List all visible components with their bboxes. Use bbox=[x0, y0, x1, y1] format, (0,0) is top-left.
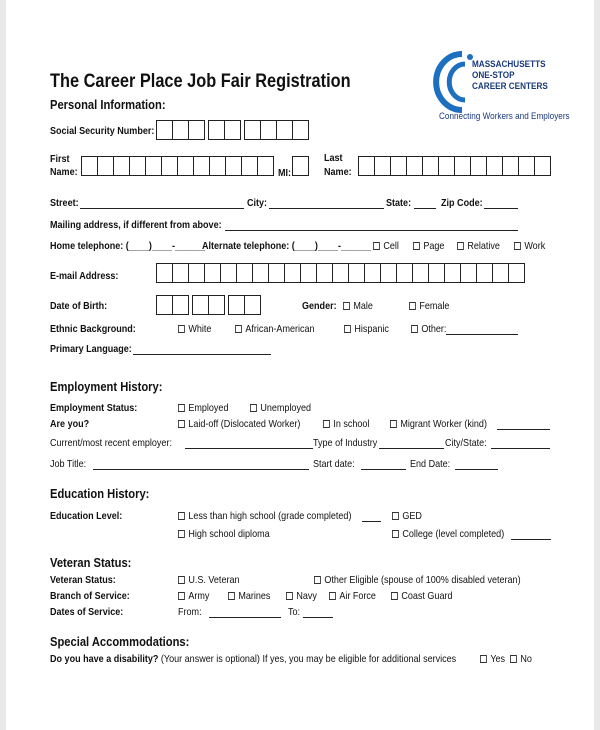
logo-tagline: Connecting Workers and Employers bbox=[439, 111, 570, 122]
ethnic-african-american[interactable] bbox=[235, 323, 315, 335]
gender-female[interactable] bbox=[409, 300, 449, 312]
special-heading: Special Accommodations: bbox=[50, 634, 190, 649]
checkbox-icon bbox=[391, 592, 398, 600]
option-label: Less than high school (grade completed) bbox=[188, 510, 352, 522]
option-label: Cell bbox=[383, 240, 399, 252]
option-label: College (level completed) bbox=[402, 528, 505, 540]
disability-no[interactable] bbox=[510, 653, 532, 665]
option-label: Hispanic bbox=[354, 323, 389, 335]
are-you-in-school[interactable] bbox=[323, 418, 369, 430]
dob-boxes[interactable] bbox=[156, 295, 260, 315]
employment-employed[interactable] bbox=[178, 402, 228, 414]
start-date-label: Start date: bbox=[313, 458, 355, 470]
gender-male[interactable] bbox=[343, 300, 373, 312]
education-ged[interactable] bbox=[392, 510, 422, 522]
option-label: Army bbox=[188, 590, 210, 602]
checkbox-icon bbox=[343, 302, 350, 310]
are-you-label: Are you? bbox=[50, 418, 90, 430]
option-label: Air Force bbox=[339, 590, 376, 602]
end-date-label: End Date: bbox=[410, 458, 451, 470]
employment-status-label: Employment Status: bbox=[50, 402, 138, 414]
zip-label: Zip Code: bbox=[441, 197, 483, 209]
to-label: To: bbox=[288, 606, 301, 618]
industry-input[interactable] bbox=[379, 448, 444, 449]
are-you-migrant[interactable] bbox=[390, 418, 487, 430]
option-label: Navy bbox=[296, 590, 317, 602]
veteran-us[interactable] bbox=[178, 574, 240, 586]
option-label: Unemployed bbox=[260, 402, 312, 414]
employment-unemployed[interactable] bbox=[250, 402, 311, 414]
first-name-label-2: Name: bbox=[50, 166, 78, 178]
option-label: Laid-off (Dislocated Worker) bbox=[188, 418, 301, 430]
option-label: U.S. Veteran bbox=[188, 574, 240, 586]
education-hs-diploma[interactable] bbox=[178, 528, 270, 540]
checkbox-icon bbox=[178, 325, 185, 333]
street-label: Street: bbox=[50, 197, 79, 209]
last-name-label-1: Last bbox=[324, 152, 343, 164]
mi-label: MI: bbox=[278, 167, 292, 179]
state-label: State: bbox=[386, 197, 412, 209]
job-title-label: Job Title: bbox=[50, 458, 87, 470]
disability-question bbox=[50, 653, 456, 665]
migrant-kind-input[interactable] bbox=[497, 429, 550, 430]
are-you-laid-off[interactable] bbox=[178, 418, 300, 430]
option-label: Male bbox=[353, 300, 373, 312]
gender-label: Gender: bbox=[302, 300, 337, 312]
option-label: GED bbox=[402, 510, 422, 522]
ethnic-hispanic[interactable] bbox=[344, 323, 389, 335]
dob-label: Date of Birth: bbox=[50, 300, 108, 312]
street-input[interactable] bbox=[80, 208, 244, 209]
city-state-input[interactable] bbox=[491, 448, 550, 449]
phone-type-cell[interactable] bbox=[373, 240, 399, 252]
last-name-boxes[interactable] bbox=[358, 156, 550, 176]
from-label: From: bbox=[178, 606, 202, 618]
option-label: Marines bbox=[238, 590, 271, 602]
checkbox-icon bbox=[178, 530, 185, 538]
college-level-input[interactable] bbox=[511, 539, 551, 540]
state-input[interactable] bbox=[414, 208, 436, 209]
logo-line-2: ONE-STOP bbox=[472, 70, 515, 81]
branch-coast-guard[interactable] bbox=[391, 590, 453, 602]
checkbox-icon bbox=[329, 592, 336, 600]
option-label: White bbox=[188, 323, 212, 335]
checkbox-icon bbox=[510, 655, 517, 663]
ethnic-label: Ethnic Background: bbox=[50, 323, 136, 335]
checkbox-icon bbox=[178, 592, 185, 600]
ethnic-other[interactable] bbox=[411, 323, 446, 335]
grade-completed-input[interactable] bbox=[362, 521, 381, 522]
option-label: Migrant Worker (kind) bbox=[400, 418, 487, 430]
education-heading: Education History: bbox=[50, 486, 150, 501]
personal-info-heading: Personal Information: bbox=[50, 97, 166, 112]
education-less-than-hs[interactable] bbox=[178, 510, 351, 522]
option-label: Yes bbox=[490, 653, 506, 665]
logo-text bbox=[472, 59, 548, 92]
checkbox-icon bbox=[409, 302, 416, 310]
education-level-label: Education Level: bbox=[50, 510, 123, 522]
checkbox-icon bbox=[373, 242, 380, 250]
checkbox-icon bbox=[392, 530, 399, 538]
option-label: Coast Guard bbox=[401, 590, 453, 602]
checkbox-icon bbox=[178, 576, 185, 584]
option-label: In school bbox=[333, 418, 370, 430]
disability-question-rest: (Your answer is optional) If yes, you may be eligible for additional services bbox=[158, 653, 457, 665]
checkbox-icon bbox=[323, 420, 330, 428]
checkbox-icon bbox=[228, 592, 235, 600]
branch-label: Branch of Service: bbox=[50, 590, 130, 602]
checkbox-icon bbox=[178, 404, 185, 412]
employer-input[interactable] bbox=[185, 448, 313, 449]
language-label: Primary Language: bbox=[50, 343, 132, 355]
mi-box[interactable] bbox=[292, 156, 308, 176]
dates-of-service-label: Dates of Service: bbox=[50, 606, 124, 618]
checkbox-icon bbox=[250, 404, 257, 412]
veteran-status-label: Veteran Status: bbox=[50, 574, 116, 586]
to-input[interactable] bbox=[303, 617, 333, 618]
start-date-input[interactable] bbox=[361, 469, 406, 470]
option-label: Page bbox=[423, 240, 445, 252]
branch-air-force[interactable] bbox=[329, 590, 376, 602]
employment-heading: Employment History: bbox=[50, 379, 163, 394]
logo-line-3: CAREER CENTERS bbox=[472, 81, 548, 92]
ssn-label: Social Security Number: bbox=[50, 125, 155, 137]
branch-army[interactable] bbox=[178, 590, 209, 602]
email-boxes[interactable] bbox=[156, 263, 524, 283]
disability-question-bold: Do you have a disability? bbox=[50, 653, 159, 665]
option-label: Other: bbox=[421, 323, 447, 335]
option-label: Employed bbox=[188, 402, 229, 414]
industry-label: Type of Industry bbox=[313, 437, 378, 449]
phone-type-relative[interactable] bbox=[457, 240, 500, 252]
option-label: No bbox=[520, 653, 532, 665]
city-state-label: City/State: bbox=[445, 437, 487, 449]
checkbox-icon bbox=[178, 420, 185, 428]
zip-input[interactable] bbox=[484, 208, 518, 209]
ethnic-white[interactable] bbox=[178, 323, 211, 335]
job-title-input[interactable] bbox=[93, 469, 309, 470]
form-title: The Career Place Job Fair Registration bbox=[50, 71, 351, 92]
branch-navy[interactable] bbox=[286, 590, 317, 602]
language-input[interactable] bbox=[133, 354, 271, 355]
phone-type-work[interactable] bbox=[514, 240, 545, 252]
disability-yes[interactable] bbox=[480, 653, 505, 665]
from-input[interactable] bbox=[209, 617, 281, 618]
option-label: Work bbox=[524, 240, 546, 252]
end-date-input[interactable] bbox=[455, 469, 498, 470]
alt-phone-label[interactable]: Alternate telephone: (____)____-______ bbox=[202, 240, 372, 252]
checkbox-icon bbox=[514, 242, 521, 250]
last-name-label-2: Name: bbox=[324, 166, 352, 178]
mailing-label: Mailing address, if different from above: bbox=[50, 219, 222, 231]
logo-line-1: MASSACHUSETTS bbox=[472, 59, 546, 70]
checkbox-icon bbox=[411, 325, 418, 333]
checkbox-icon bbox=[480, 655, 487, 663]
mailing-input[interactable] bbox=[225, 230, 518, 231]
ssn-boxes[interactable] bbox=[156, 120, 308, 140]
city-input[interactable] bbox=[269, 208, 384, 209]
checkbox-icon bbox=[392, 512, 399, 520]
option-label: High school diploma bbox=[188, 528, 270, 540]
veteran-heading: Veteran Status: bbox=[50, 555, 132, 570]
checkbox-icon bbox=[178, 512, 185, 520]
option-label: Other Eligible (spouse of 100% disabled veteran) bbox=[324, 574, 521, 586]
branch-marines[interactable] bbox=[228, 590, 270, 602]
veteran-other-eligible[interactable] bbox=[314, 574, 521, 586]
education-college[interactable] bbox=[392, 528, 504, 540]
checkbox-icon bbox=[413, 242, 420, 250]
employer-label: Current/most recent employer: bbox=[50, 437, 172, 449]
email-label: E-mail Address: bbox=[50, 270, 119, 282]
city-label: City: bbox=[247, 197, 268, 209]
form-page bbox=[6, 0, 594, 730]
checkbox-icon bbox=[314, 576, 321, 584]
first-name-boxes[interactable] bbox=[81, 156, 273, 176]
first-name-label-1: First bbox=[50, 153, 70, 165]
home-phone-label[interactable]: Home telephone: (____)____-______ bbox=[50, 240, 206, 252]
phone-type-page[interactable] bbox=[413, 240, 444, 252]
checkbox-icon bbox=[286, 592, 293, 600]
checkbox-icon bbox=[457, 242, 464, 250]
ethnic-other-input[interactable] bbox=[446, 334, 518, 335]
option-label: Relative bbox=[467, 240, 500, 252]
option-label: Female bbox=[419, 300, 450, 312]
checkbox-icon bbox=[235, 325, 242, 333]
checkbox-icon bbox=[344, 325, 351, 333]
checkbox-icon bbox=[390, 420, 397, 428]
option-label: African-American bbox=[245, 323, 315, 335]
